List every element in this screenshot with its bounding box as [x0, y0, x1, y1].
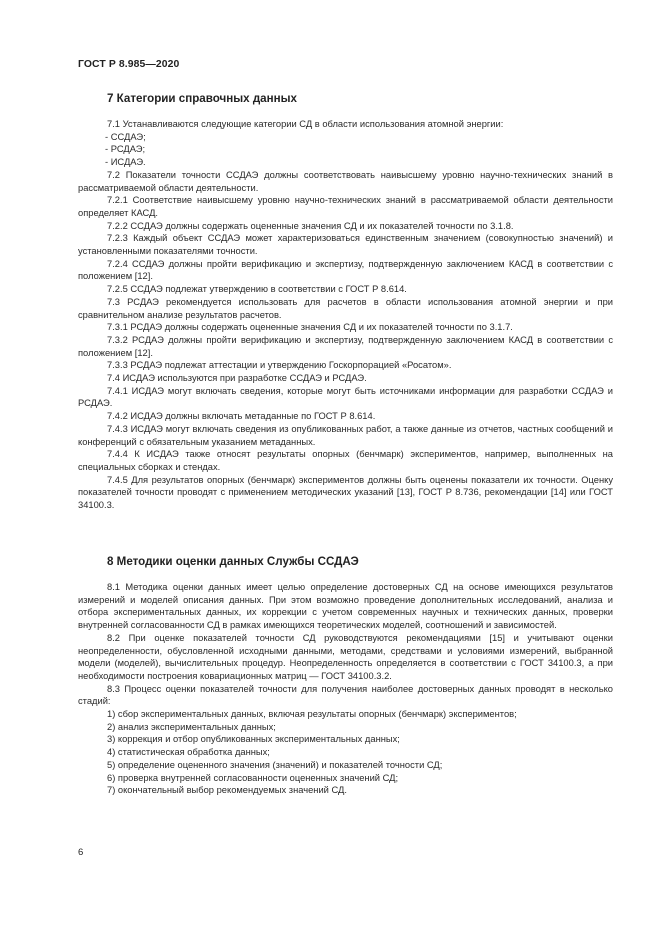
paragraph-7-3-1: 7.3.1 РСДАЭ должны содержать оцененные значения СД и их показателей точности по 3.1.7. [107, 322, 513, 333]
paragraph-7-4-3: 7.4.3 ИСДАЭ могут включать сведения из опубликованных работ, а также данные из отчетов, частных сообщений и конференций с обязательным указанием метаданных. [78, 423, 613, 447]
stage-item-3: 3) коррекция и отбор опубликованных экспериментальных данных; [107, 734, 400, 745]
paragraph-7-1: 7.1 Устанавливаются следующие категории СД в области использования атомной энергии: [107, 119, 504, 129]
section-8-title: 8 Методики оценки данных Службы ССДАЭ [107, 555, 359, 568]
section-8-body [78, 581, 613, 797]
paragraph-7-2: 7.2 Показатели точности ССДАЭ должны соответствовать наивысшему уровню научно-технических знаний в рассматриваемой области деятельности. [78, 169, 613, 193]
paragraph-7-2-4: 7.2.4 ССДАЭ должны пройти верификацию и экспертизу, подтвержденную заключением КАСД в соответствии с положением [12]. [78, 258, 613, 282]
list-item-isdae: - ИСДАЭ. [105, 157, 146, 168]
paragraph-7-3-3: 7.3.3 РСДАЭ подлежат аттестации и утверждению Госкорпорацией «Росатом». [107, 360, 452, 371]
stage-item-2: 2) анализ экспериментальных данных; [107, 721, 276, 732]
stage-item-7: 7) окончательный выбор рекомендуемых значений СД. [107, 785, 347, 796]
paragraph-7-2-2: 7.2.2 ССДАЭ должны содержать оцененные значения СД и их показателей точности по 3.1.8. [107, 220, 514, 231]
paragraph-8-2: 8.2 При оценке показателей точности СД руководствуются рекомендациями [15] и учитывают оценки неопределенности, обусловленной исходными данными, методами, средствами и условиями измерений, выбранной модели (моделей), вычислительных процедур. Неопределенность определяется в соответствии с ГОСТ 34100.3, а при необходимости построения ковариационных матриц — ГОСТ 34100.3.2. [78, 632, 613, 681]
page-number: 6 [78, 847, 84, 858]
list-item-rsdae: - РСДАЭ; [105, 144, 146, 155]
paragraph-7-4-2: 7.4.2 ИСДАЭ должны включать метаданные по ГОСТ Р 8.614. [107, 411, 376, 422]
paragraph-7-4: 7.4 ИСДАЭ используются при разработке ССДАЭ и РСДАЭ. [107, 373, 367, 384]
paragraph-8-1: 8.1 Методика оценки данных имеет целью определение достоверных СД на основе имеющихся результатов измерений и моделей описания данных. При этом возможно проведение дополнительных исследований, анализа и отбора экспериментальных данных, их коррекции с учетом современных научных и технических данных, проверки внутренней согласованности СД в рамках имеющихся теоретических моделей, соотношений и зависимостей. [78, 582, 613, 631]
paragraph-7-2-3: 7.2.3 Каждый объект ССДАЭ может характеризоваться единственным значением (совокупностью значений) и установленными показателями точности. [78, 233, 613, 257]
paragraph-7-3: 7.3 РСДАЭ рекомендуется использовать для расчетов в области использования атомной энергии и при сравнительном анализе результатов расчетов. [78, 296, 613, 320]
section-7-title: 7 Категории справочных данных [107, 92, 297, 105]
stage-item-1: 1) сбор экспериментальных данных, включая результаты опорных (бенчмарк) экспериментов; [107, 709, 517, 720]
paragraph-7-3-2: 7.3.2 РСДАЭ должны пройти верификацию и экспертизу, подтвержденную заключением КАСД в соответствии с положением [12]. [78, 334, 613, 358]
running-header: ГОСТ Р 8.985—2020 [78, 59, 180, 70]
section-7-body [78, 118, 613, 512]
paragraph-7-4-5: 7.4.5 Для результатов опорных (бенчмарк) экспериментов должны быть оценены показатели их точности. Оценку показателей точности проводят с применением методических указаний [13], ГОСТ Р 8.736, рекомендации [14] или ГОСТ 34100.3. [78, 474, 613, 511]
stage-item-6: 6) проверка внутренней согласованности оцененных значений СД; [107, 772, 399, 783]
paragraph-7-2-1: 7.2.1 Соответствие наивысшему уровню научно-технических знаний в рассматриваемой области деятельности определяет КАСД. [78, 195, 613, 218]
paragraph-7-4-4: 7.4.4 К ИСДАЭ также относят результаты опорных (бенчмарк) экспериментов, например, выполненных на специальных сборках и стендах. [78, 449, 613, 472]
paragraph-7-4-1: 7.4.1 ИСДАЭ могут включать сведения, которые могут быть источниками информации для разработки ССДАЭ и РСДАЭ. [78, 385, 613, 409]
list-item-ssdae: - ССДАЭ; [105, 131, 146, 142]
stage-item-5: 5) определение оцененного значения (значений) и показателей точности СД; [107, 759, 443, 770]
stage-item-4: 4) статистическая обработка данных; [107, 747, 270, 758]
paragraph-7-2-5: 7.2.5 ССДАЭ подлежат утверждению в соответствии с ГОСТ Р 8.614. [107, 284, 407, 295]
paragraph-8-3: 8.3 Процесс оценки показателей точности для получения наиболее достоверных данных проводят в несколько стадий: [78, 683, 613, 707]
